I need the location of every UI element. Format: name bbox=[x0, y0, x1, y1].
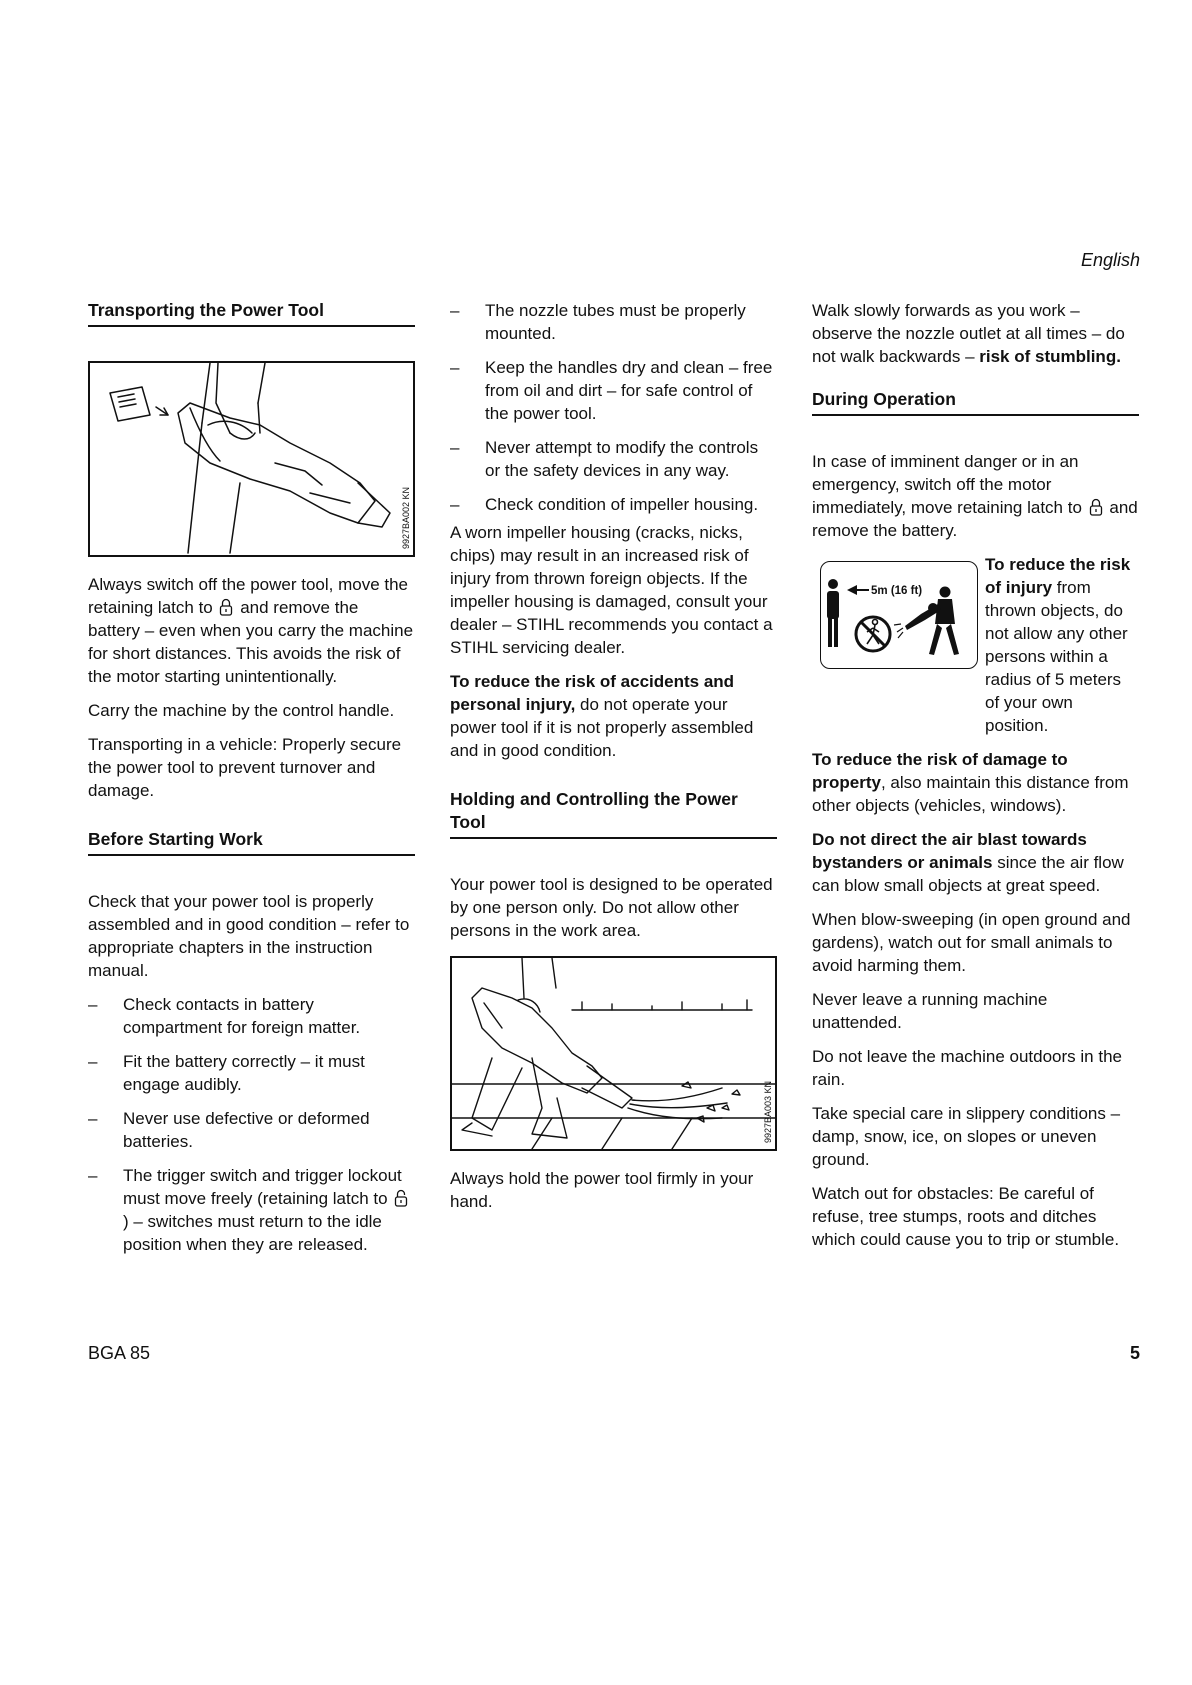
heading-transporting: Transporting the Power Tool bbox=[88, 299, 415, 327]
language-label: English bbox=[1080, 250, 1140, 270]
paragraph: Always switch off the power tool, move the retaining latch to and remove the battery – even when you carry the machine for short distances. This avoids the risk of the motor starting unintentionally. bbox=[88, 575, 414, 686]
heading-during-operation: During Operation bbox=[812, 388, 1139, 416]
distance-warning-pictogram bbox=[820, 561, 978, 669]
checklist bbox=[88, 993, 415, 1256]
paragraph: Always hold the power tool firmly in your hand. bbox=[450, 1169, 754, 1211]
paragraph: A worn impeller housing (cracks, nicks, chips) may result in an increased risk of injury from thrown foreign objects. If the impeller housing is damaged, consult your dealer – STIHL recommends you contact a STIHL servicing dealer. bbox=[450, 523, 773, 657]
column-2 bbox=[450, 299, 777, 1224]
paragraph: Transporting in a vehicle: Properly secure the power tool to prevent turnover and damage. bbox=[88, 735, 402, 800]
figure-code: 9927BA003 KN bbox=[763, 1080, 773, 1143]
paragraph: Check that your power tool is properly assembled and in good condition – refer to appropriate chapters in the instruction manual. bbox=[88, 892, 410, 980]
list-item: – Fit the battery correctly – it must engage audibly. bbox=[88, 1050, 415, 1096]
page-number: 5 bbox=[1129, 1343, 1140, 1363]
figure-code: 9927BA002 KN bbox=[401, 486, 411, 549]
blower-operation-illustration bbox=[452, 958, 775, 1149]
paragraph: To reduce the risk of accidents and personal injury, do not operate your power tool if it is not properly assembled and in good condition. bbox=[450, 672, 754, 760]
lock-icon bbox=[219, 598, 233, 616]
figure-transport bbox=[88, 361, 415, 557]
list-item: – The trigger switch and trigger lockout must move freely (retaining latch to ) – switches must return to the idle position when they are released. bbox=[88, 1164, 415, 1256]
paragraph: Do not direct the air blast towards bystanders or animals since the air flow can blow small objects at great speed. bbox=[812, 830, 1124, 895]
column-1 bbox=[88, 299, 415, 1267]
lock-icon bbox=[1089, 498, 1103, 516]
heading-before-starting: Before Starting Work bbox=[88, 828, 415, 856]
blower-carry-illustration bbox=[90, 363, 413, 555]
list-item: – Check contacts in battery compartment for foreign matter. bbox=[88, 993, 415, 1039]
list-item: – Never attempt to modify the controls or the safety devices in any way. bbox=[450, 436, 777, 482]
unlock-icon bbox=[394, 1189, 408, 1207]
paragraph: Never leave a running machine unattended. bbox=[812, 990, 1048, 1032]
distance-label: 5m (16 ft) bbox=[871, 585, 923, 597]
paragraph: Take special care in slippery conditions – damp, snow, ice, on slopes or uneven ground. bbox=[812, 1104, 1121, 1169]
paragraph: Watch out for obstacles: Be careful of refuse, tree stumps, roots and ditches which could cause you to trip or stumble. bbox=[812, 1184, 1120, 1249]
list-item: – The nozzle tubes must be properly mounted. bbox=[450, 299, 777, 345]
paragraph: Walk slowly forwards as you work – observe the nozzle outlet at all times – do not walk backwards – risk of stumbling. bbox=[812, 301, 1125, 366]
heading-holding: Holding and Controlling the Power Tool bbox=[450, 788, 777, 839]
list-item: – Never use defective or deformed batteries. bbox=[88, 1107, 415, 1153]
paragraph: Do not leave the machine outdoors in the rain. bbox=[812, 1047, 1122, 1089]
figure-holding bbox=[450, 956, 777, 1151]
paragraph: When blow-sweeping (in open ground and gardens), watch out for small animals to avoid harming them. bbox=[812, 910, 1131, 975]
keep-distance-icon bbox=[821, 562, 976, 667]
paragraph: In case of imminent danger or in an emergency, switch off the motor immediately, move retaining latch to and remove the battery. bbox=[812, 452, 1138, 540]
column-3 bbox=[812, 299, 1139, 1262]
warning-text: To reduce the risk of injury from thrown objects, do not allow any other persons within a radius of 5 meters of your own position. bbox=[985, 555, 1131, 735]
warning-box bbox=[812, 553, 1139, 737]
paragraph: Carry the machine by the control handle. bbox=[88, 701, 395, 720]
list-item: – Keep the handles dry and clean – free from oil and dirt – for safe control of the power tool. bbox=[450, 356, 777, 425]
checklist-continued bbox=[450, 299, 777, 516]
paragraph: To reduce the risk of damage to property, also maintain this distance from other objects (vehicles, windows). bbox=[812, 750, 1129, 815]
paragraph: Your power tool is designed to be operated by one person only. Do not allow other persons in the work area. bbox=[450, 875, 773, 940]
list-item: – Check condition of impeller housing. bbox=[450, 493, 777, 516]
footer-model: BGA 85 bbox=[88, 1343, 151, 1363]
